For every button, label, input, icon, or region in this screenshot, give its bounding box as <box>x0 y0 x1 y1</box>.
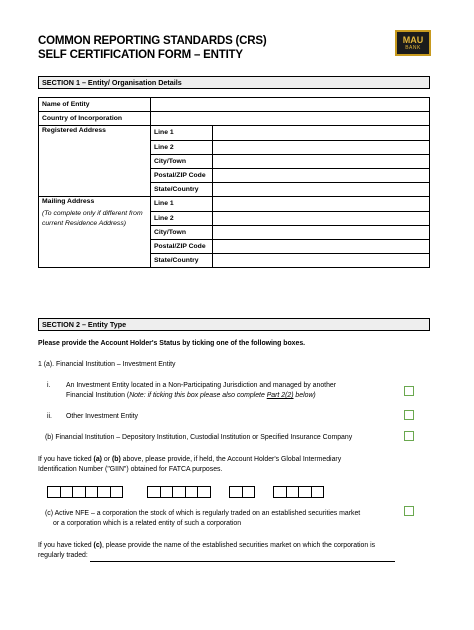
mailing-address-note: (To complete only if different from current Residence Address) <box>42 210 143 228</box>
market-text-3: regularly traded: <box>38 552 90 559</box>
giin-char-box[interactable] <box>242 486 256 498</box>
item-i-number: i. <box>47 382 51 389</box>
address-line-label: Line 1 <box>151 126 213 140</box>
registered-line1-field[interactable] <box>213 126 430 140</box>
item-i-note: Note: if ticking this box please also complete <box>129 392 267 399</box>
logo-text-sub: BANK <box>405 44 421 51</box>
address-line-label: Line 2 <box>151 211 213 225</box>
giin-a: (a) <box>93 456 102 463</box>
giin-text-1: If you have ticked <box>38 456 94 463</box>
title-line-1: COMMON REPORTING STANDARDS (CRS) <box>38 35 267 47</box>
item-i-checkbox[interactable] <box>404 386 414 396</box>
giin-char-box[interactable] <box>72 486 86 498</box>
mailing-state-field[interactable] <box>213 254 430 268</box>
giin-text-2: above, please provide, if held, the Account Holder's Global Intermediary <box>120 456 342 463</box>
mailing-postal-field[interactable] <box>213 239 430 253</box>
registered-address-label: Registered Address <box>39 126 151 197</box>
giin-box-group <box>147 486 210 498</box>
registered-postal-field[interactable] <box>213 168 430 182</box>
registered-city-field[interactable] <box>213 154 430 168</box>
giin-char-box[interactable] <box>311 486 325 498</box>
giin-box-group <box>273 486 323 498</box>
market-c: (c) <box>93 542 102 549</box>
securities-market-field[interactable] <box>90 551 395 562</box>
securities-market-instruction <box>38 541 423 562</box>
section1-header: SECTION 1 – Entity/ Organisation Details <box>38 76 430 89</box>
giin-instruction <box>38 455 423 475</box>
item-ii-text: Other Investment Entity <box>66 413 138 420</box>
title-line-2: SELF CERTIFICATION FORM – ENTITY <box>38 49 243 61</box>
bank-logo <box>395 30 431 56</box>
giin-char-box[interactable] <box>160 486 174 498</box>
giin-or: or <box>101 456 112 463</box>
giin-char-box[interactable] <box>110 486 124 498</box>
address-line-label: Postal/ZIP Code <box>151 239 213 253</box>
mailing-address-label: Mailing Address <box>42 198 95 206</box>
giin-text-3: Identification Number ("GIIN") obtained for FATCA purposes. <box>38 466 223 473</box>
item-ii-checkbox[interactable] <box>404 410 414 420</box>
giin-char-box[interactable] <box>286 486 300 498</box>
financial-institution-heading: 1 (a). Financial Institution – Investment Entity <box>38 361 176 368</box>
status-instruction: Please provide the Account Holder's Status by ticking one of the following boxes. <box>38 340 306 347</box>
country-of-incorporation-label: Country of Incorporation <box>39 112 151 126</box>
mailing-city-field[interactable] <box>213 225 430 239</box>
page-title <box>38 34 267 62</box>
giin-char-box[interactable] <box>47 486 61 498</box>
item-b-checkbox[interactable] <box>404 431 414 441</box>
logo-text-main: MAU <box>402 34 424 45</box>
item-c-checkbox[interactable] <box>404 506 414 516</box>
registered-line2-field[interactable] <box>213 140 430 154</box>
item-ii-number: ii. <box>47 413 52 420</box>
name-of-entity-label: Name of Entity <box>39 98 151 112</box>
address-line-label: State/Country <box>151 183 213 197</box>
giin-char-box[interactable] <box>197 486 211 498</box>
market-text-1: If you have ticked <box>38 542 94 549</box>
item-b-text: (b) Financial Institution – Depository Institution, Custodial Institution or Specified Insurance Company <box>45 434 353 441</box>
registered-state-field[interactable] <box>213 183 430 197</box>
giin-char-box[interactable] <box>185 486 199 498</box>
mailing-address-cell <box>39 197 151 268</box>
address-line-label: Line 1 <box>151 197 213 211</box>
giin-char-box[interactable] <box>97 486 111 498</box>
giin-char-box[interactable] <box>298 486 312 498</box>
address-line-label: City/Town <box>151 225 213 239</box>
item-c-line2: or a corporation which is a related entity of such a corporation <box>53 520 242 527</box>
giin-char-box[interactable] <box>147 486 161 498</box>
mailing-line2-field[interactable] <box>213 211 430 225</box>
address-line-label: Postal/ZIP Code <box>151 168 213 182</box>
part-2-2-link[interactable]: Part 2(2) <box>266 392 294 399</box>
item-c-line1: (c) Active NFE – a corporation the stock of which is regularly traded on an established securities market <box>45 510 361 517</box>
section2-header: SECTION 2 – Entity Type <box>38 318 430 331</box>
giin-char-box[interactable] <box>172 486 186 498</box>
giin-box-group <box>47 486 122 498</box>
giin-b: (b) <box>111 456 121 463</box>
item-i-text <box>66 381 386 401</box>
market-text-2: , please provide the name of the established securities market on which the corporation is <box>101 542 376 549</box>
item-i-line2: Financial Institution ( <box>66 392 130 399</box>
name-of-entity-field[interactable] <box>151 98 430 112</box>
address-line-label: City/Town <box>151 154 213 168</box>
item-c-text <box>45 509 360 529</box>
entity-details-table <box>38 97 430 268</box>
item-i-line1: An Investment Entity located in a Non-Participating Jurisdiction and managed by another <box>66 382 337 389</box>
giin-char-box[interactable] <box>85 486 99 498</box>
giin-char-box[interactable] <box>273 486 287 498</box>
mailing-line1-field[interactable] <box>213 197 430 211</box>
giin-char-box[interactable] <box>60 486 74 498</box>
address-line-label: State/Country <box>151 254 213 268</box>
item-i-note-end: below) <box>293 392 316 399</box>
country-of-incorporation-field[interactable] <box>151 112 430 126</box>
giin-box-group <box>229 486 254 498</box>
address-line-label: Line 2 <box>151 140 213 154</box>
giin-char-box[interactable] <box>229 486 243 498</box>
